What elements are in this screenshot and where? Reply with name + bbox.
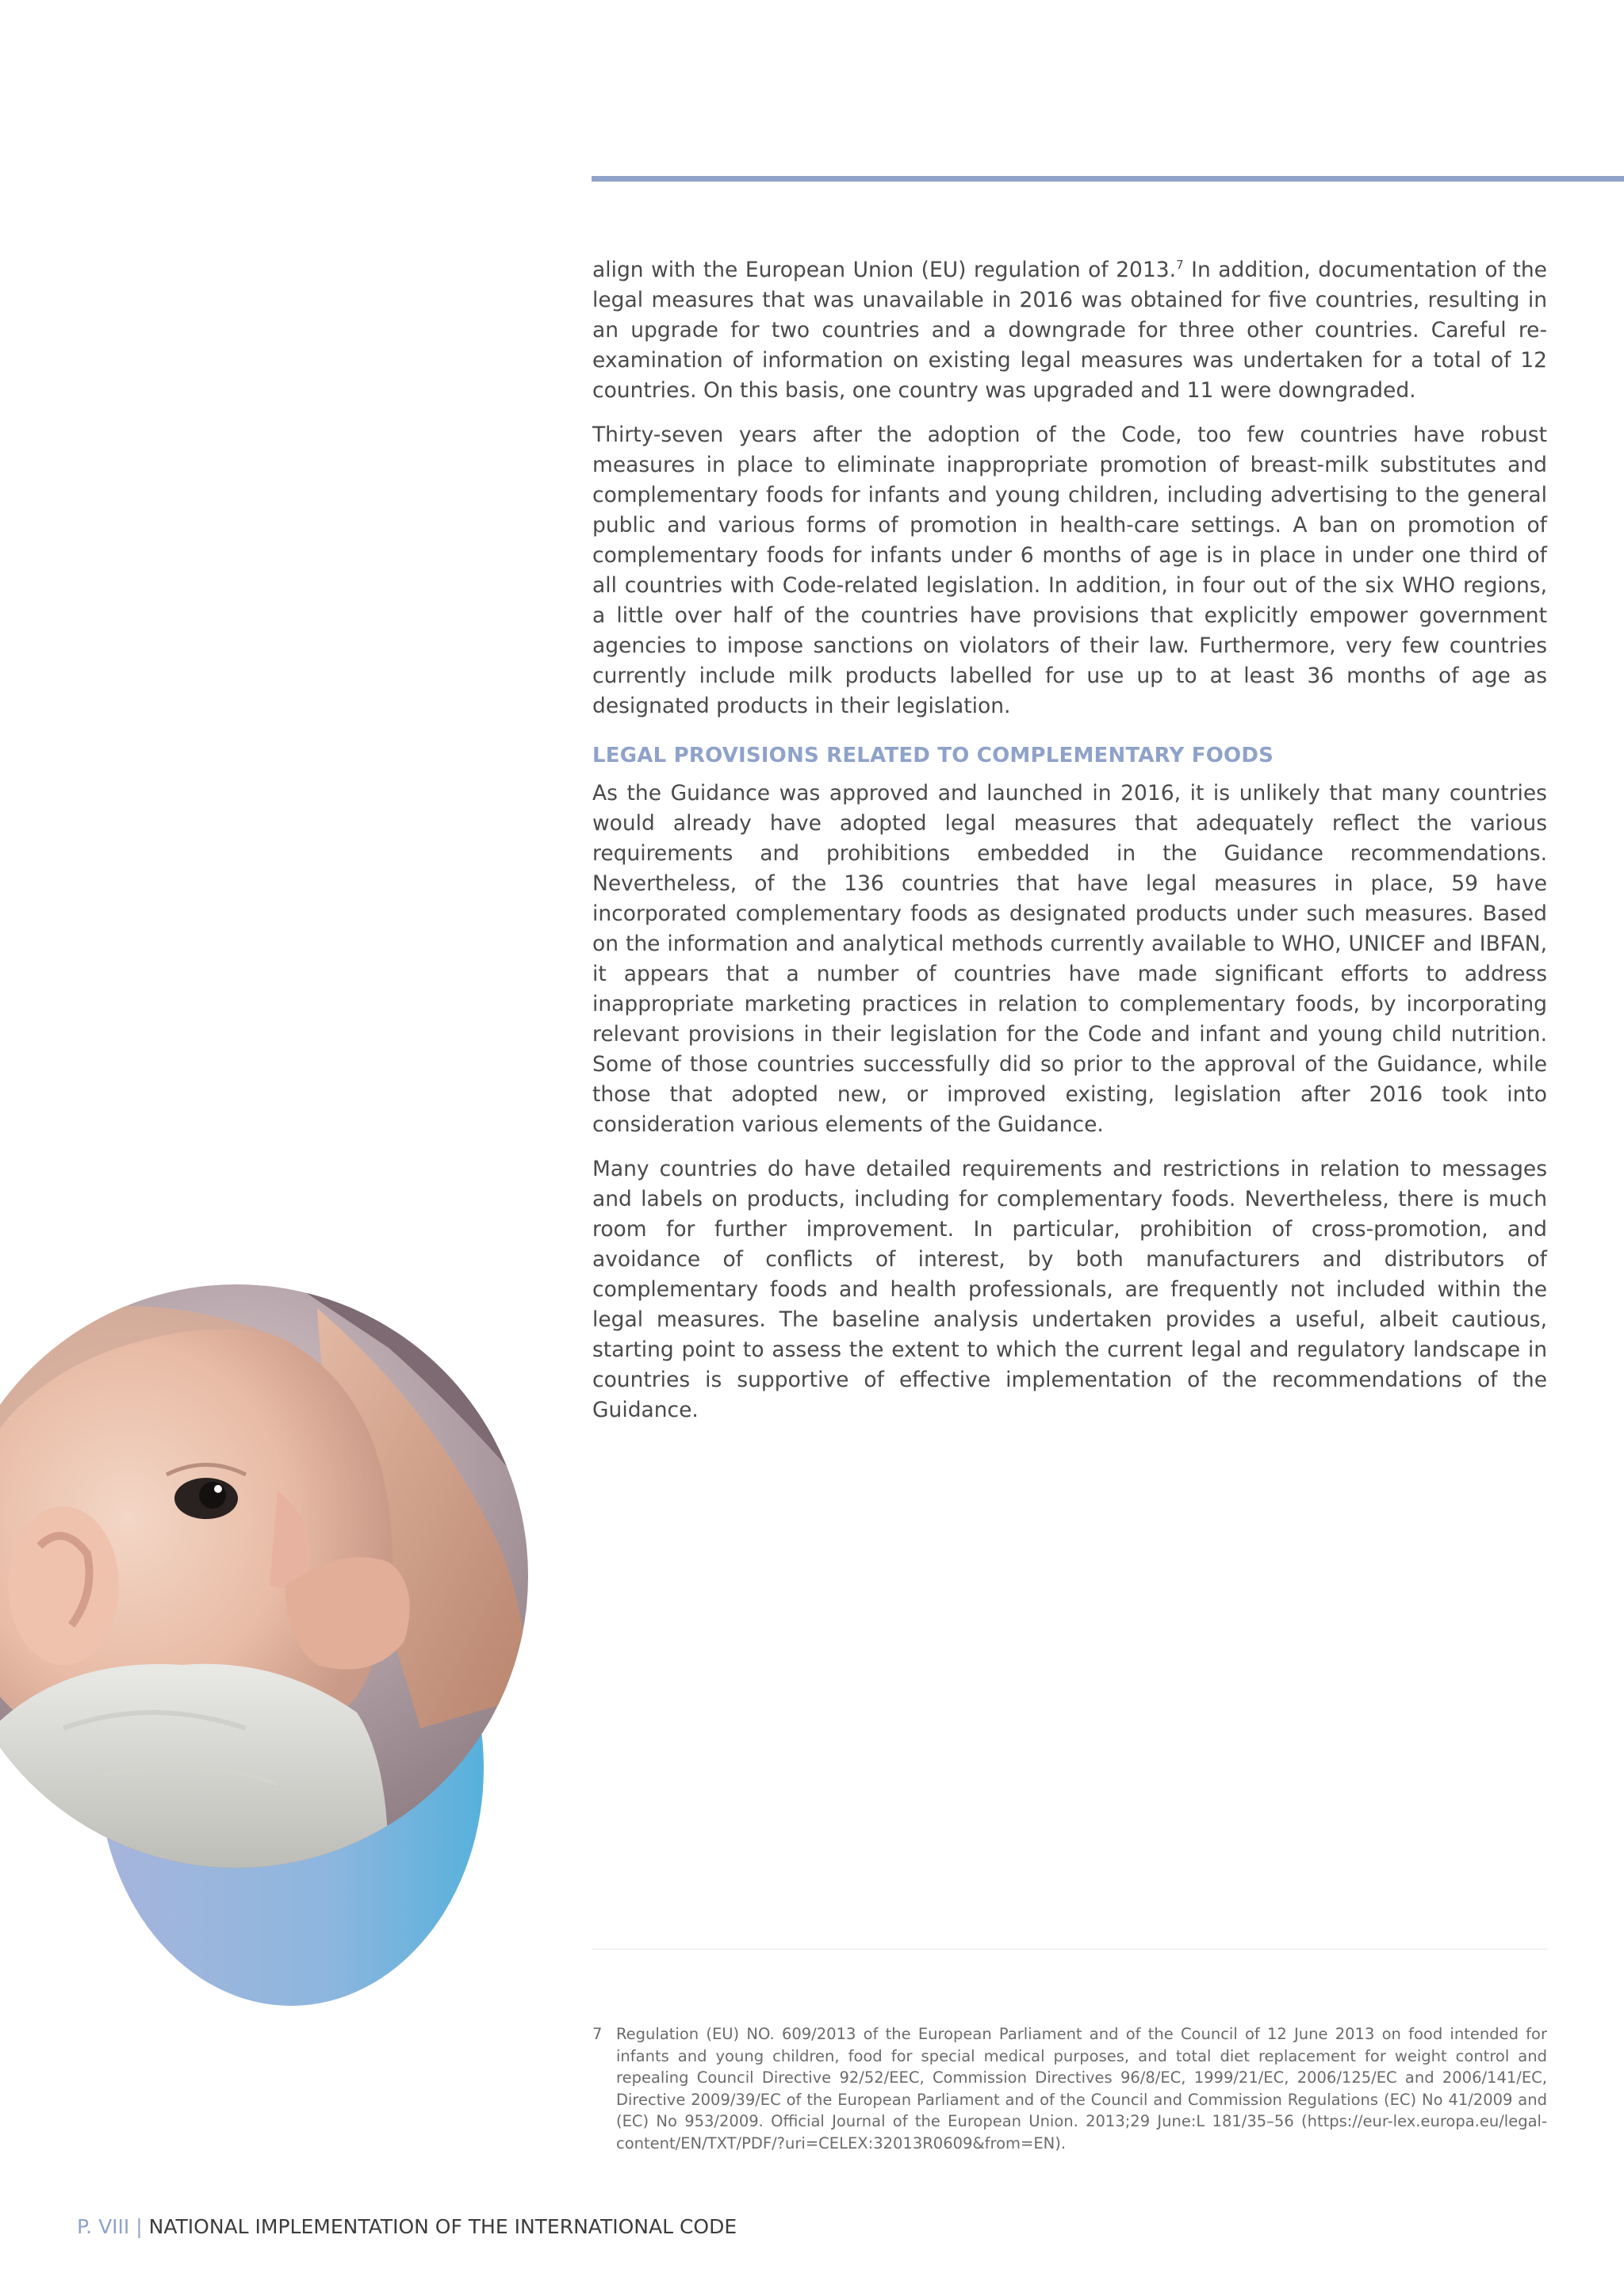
footnote: [592, 2023, 1547, 2155]
footnote-divider: [592, 1949, 1547, 1950]
section-heading: LEGAL PROVISIONS RELATED TO COMPLEMENTARY FOODS: [592, 744, 1274, 767]
paragraph-2: Thirty-seven years after the adoption of the Code, too few countries have robust measures in place to eliminate inappropriate promotion of breast-milk substitutes and complementary foods for infants and young children, including advertising to the general public and various forms of promotion in health-care settings. A ban on promotion of complementary foods for infants under 6 months of age is in place in under one third of all countries with Code-related legislation. In addition, in four out of the six WHO regions, a little over half of the countries have provisions that explicitly empower government agencies to impose sanctions on violators of their law. Furthermore, very few countries currently include milk products labelled for use up to at least 36 months of age as designated products in their legislation.: [592, 423, 1547, 718]
footnote-number: 7: [592, 2025, 603, 2043]
paragraph-3: As the Guidance was approved and launched in 2016, it is unlikely that many countries would already have adopted legal measures that adequately reflect the various requirements and prohibitions embedded in the Guidance recommendations. Nevertheless, of the 136 countries that have legal measures in place, 59 have incorporated complementary foods as designated products under such measures. Based on the information and analytical methods currently available to WHO, UNICEF and IBFAN, it appears that a number of countries have made significant efforts to address inappropriate marketing practices in relation to complementary foods, by incorporating relevant provisions in their legislation for the Code and infant and young child nutrition. Some of those countries successfully did so prior to the approval of the Guidance, while those that adopted new, or improved existing, legislation after 2016 took into consideration various elements of the Guidance.: [592, 781, 1547, 1137]
footnote-text: Regulation (EU) NO. 609/2013 of the European Parliament and of the Council of 12 June 2013 on food intended for infants and young children, food for special medical purposes, and total diet replacement for weight control and repealing Council Directive 92/52/EEC, Commission Directives 96/8/EC, 1999/21/EC, 2006/125/EC and 2006/141/EC, Directive 2009/39/EC of the European Parliament and of the Council and Commission Regulations (EC) No 41/2009 and (EC) No 953/2009. Official Journal of the European Union. 2013;29 June:L 181/35–56 (https://eur-lex.europa.eu/legal-content/EN/TXT/PDF/?uri=CELEX:32013R0609&from=EN).: [616, 2025, 1547, 2152]
top-rule: [592, 176, 1624, 182]
paragraph-1-text-b: In addition, documentation of the legal measures that was unavailable in 2016 was obtained for five countries, resulting in an upgrade for two countries and a downgrade for three other countries. Careful re-examination of information on existing legal measures was undertaken for a total of 12 countries. On this basis, one country was upgraded and 11 were downgraded.: [592, 258, 1547, 403]
page-footer: [77, 2214, 737, 2241]
paragraph-1-text-a: align with the European Union (EU) regulation of 2013.: [592, 258, 1177, 282]
page-number: P. VIII: [77, 2215, 130, 2238]
paragraph-1: [592, 255, 1547, 406]
footer-separator: |: [136, 2215, 143, 2238]
document-title: NATIONAL IMPLEMENTATION OF THE INTERNATIONAL CODE: [148, 2215, 737, 2238]
paragraph-4: Many countries do have detailed requirements and restrictions in relation to messages and labels on products, including for complementary foods. Nevertheless, there is much room for further improvement. In particular, prohibition of cross-promotion, and avoidance of conflicts of interest, by both manufacturers and distributors of complementary foods and health professionals, are frequently not included within the legal measures. The baseline analysis undertaken provides a useful, albeit cautious, starting point to assess the extent to which the current legal and regulatory landscape in countries is supportive of effective implementation of the recommendations of the Guidance.: [592, 1157, 1547, 1422]
main-text: [592, 255, 1547, 1440]
footnote-ref[interactable]: 7: [1176, 258, 1184, 273]
